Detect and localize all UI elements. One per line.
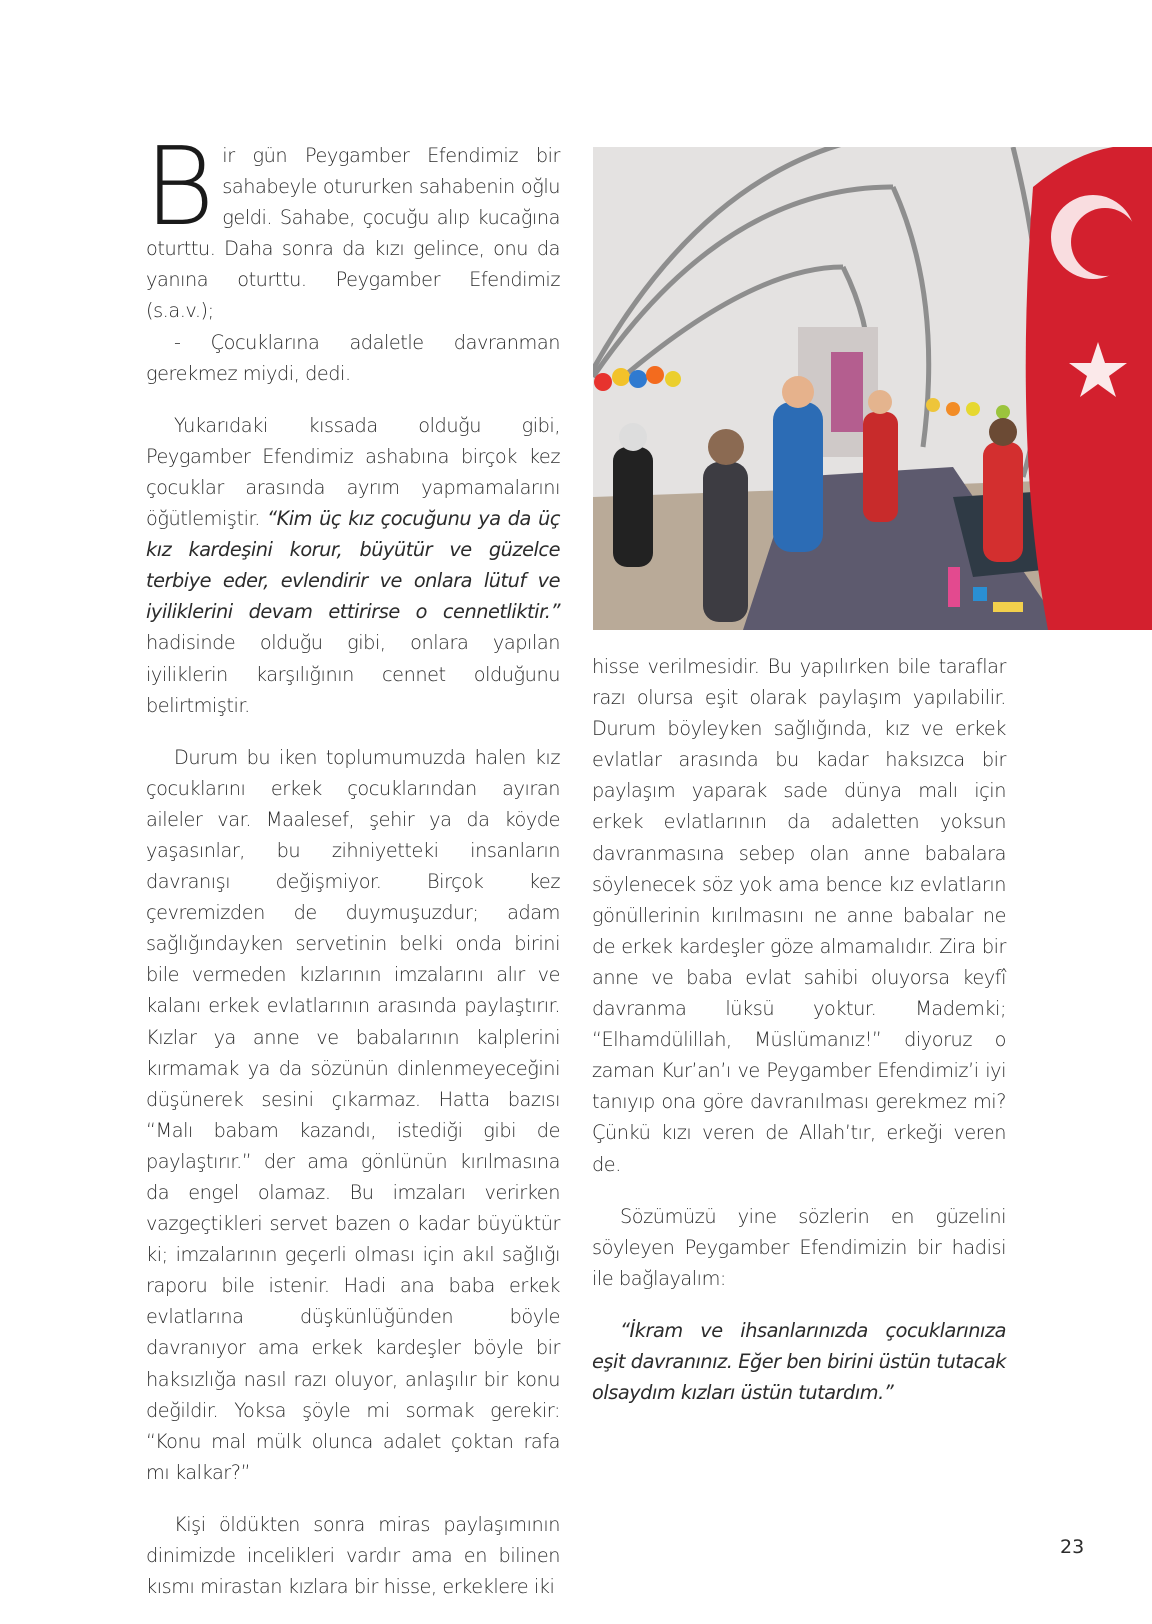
closing-hadith-quote: “İkram ve ihsanlarınızda çocuklarınıza eşit davranınız. Eğer ben birini üstün tutacak olsaydım kızları üstün tutardım.” — [592, 1318, 1006, 1405]
tent-children-photo — [593, 147, 1152, 630]
right-text-column — [592, 651, 1006, 1408]
opening-paragraph — [144, 125, 560, 327]
left-text-column — [144, 125, 560, 1602]
page-number: 23 — [1060, 1536, 1085, 1558]
hadith-quote: “Kim üç kız çocuğunu ya da üç kız kardeşini korur, büyütür ve güzelce terbiye eder, evlendirir ve onlara lütuf ve iyiliklerini devam ettirirse o cennetliktir.” — [146, 507, 560, 624]
miras-paragraph: Kişi öldükten sonra miras paylaşımının dinimizde incelikleri vardır ama en bilinen kısmı mirastan kızlara bir hisse, erkeklere iki — [146, 1512, 560, 1599]
drop-cap: B — [144, 125, 215, 250]
dialogue-paragraph: - Çocuklarına adaletle davranman gerekmez miydi, dedi. — [146, 330, 560, 385]
inheritance-paragraph: Durum bu iken toplumumuzda halen kız çocuklarını erkek çocuklarından ayıran aileler var. Maalesef, şehir ya da köyde yaşasınlar, bu zihniyetteki insanların davranışı değişmiyor. Birçok kez çevremizden de duymuşuzdur; adam sağlığındayken servetinin belki onda birini bile vermeden kızlarının imzalarını alır ve kalanı erkek evlatlarının arasında paylaştırır. Kızlar ya anne ve babalarının kalplerini kırmamak ya da sözünün dinlenmeyeceğini düşünerek sesini çıkarmaz. Hatta bazısı “Malı babam kazandı, istediği gibi de paylaştırır.” der ama gönlünün kırılmasına da engel olamaz. Bu imzaları verirken vazgeçtikleri servet bazen o kadar büyüktür ki; imzalarının geçerli olması için akıl sağlığı raporu bile istenir. Hadi ana baba erkek evlatlarına düşkünlüğünden böyle davranıyor ama erkek kardeşler böyle bir haksızlığa nasıl razı oluyor, anlaşılır bir konu değildir. Yoksa şöyle mi sormak gerekir: “Konu mal mülk olunca adalet çoktan rafa mı kalkar?” — [146, 745, 560, 1484]
continuation-paragraph: hisse verilmesidir. Bu yapılırken bile taraflar razı olursa eşit olarak paylaşım yapılabilir. Durum böyleyken sağlığında, kız ve erkek evlatlar arasında bu kadar haksızca bir paylaşım yaparak sade dünya malı için erkek evlatlarının da adaletten yoksun davranmasına sebep olan anne babalara söylenecek söz yok ama bence kız evlatların gönüllerinin kırılmasını ne anne babalar ne de erkek kardeşler göze almamalıdır. Zira bir anne ve baba evlat sahibi oluyorsa keyfî davranma lüksü yoktur. Mademki; “Elhamdülillah, Müslümanız!” diyoruz o zaman Kur’an’ı ve Peygamber Efendimiz’i iyi tanıyıp ona göre davranılması gerekmez mi? Çünkü kızı veren de Allah’tır, erkeği veren de. — [592, 655, 1006, 1176]
hadith-paragraph — [146, 410, 560, 721]
opening-paragraph-text: ir gün Peygamber Efendimiz bir sahabeyle otururken sahabenin oğlu geldi. Sahabe, çocuğu alıp kucağına oturttu. Daha sonra da kızı gelince, onu da yanına oturttu. Peygamber Efendimiz (s.a.v.); — [146, 144, 560, 323]
photo-illustration — [593, 147, 1152, 630]
hadith-tail-text: hadisinde olduğu gibi, onlara yapılan iyiliklerin karşılığının cennet olduğunu belirtmiştir. — [146, 631, 560, 717]
hadith-intro-text: Yukarıdaki kıssada olduğu gibi, Peygamber Efendimiz ashabına birçok kez çocuklar arasında ayrım yapmamalarını öğütlemiştir. — [146, 413, 560, 531]
closing-paragraph: Sözümüzü yine sözlerin en güzelini söyleyen Peygamber Efendimizin bir hadisi ile bağlayalım: — [592, 1204, 1006, 1290]
